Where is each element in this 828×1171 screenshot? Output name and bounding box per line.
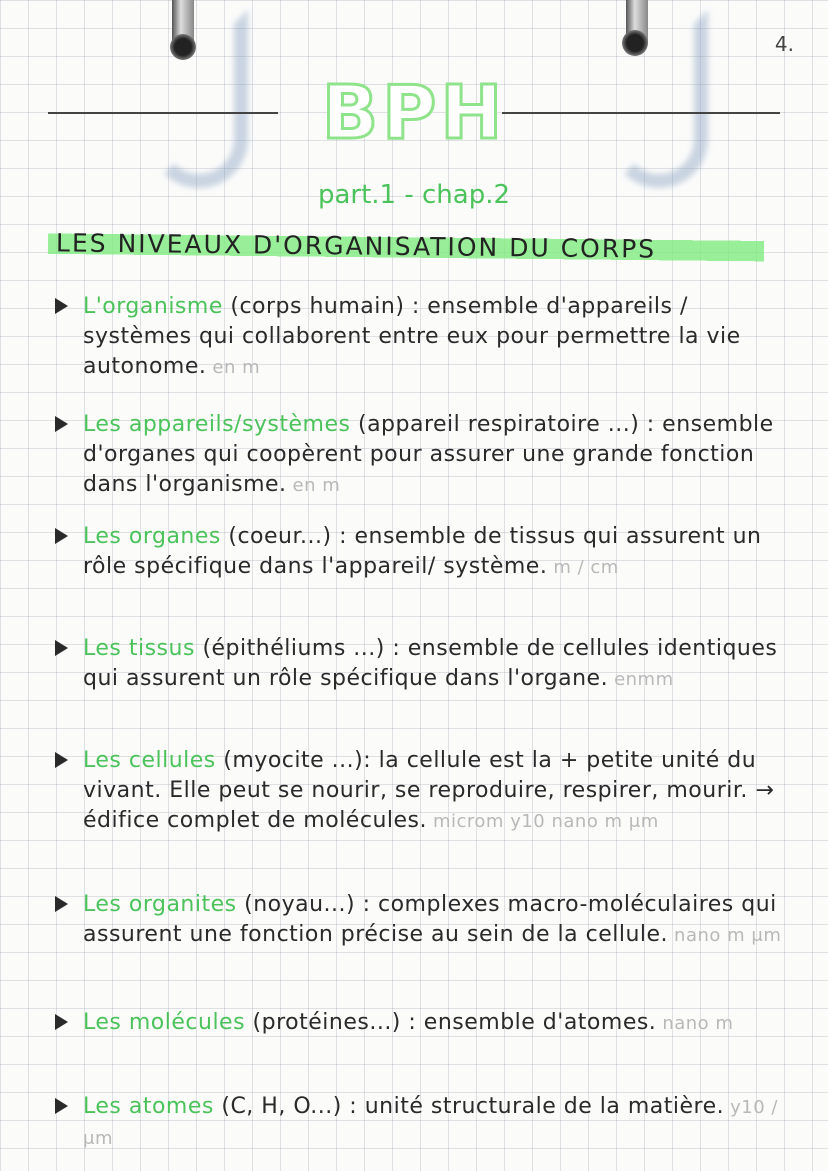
item-text: (myocite ...): la cellule est la + petite unité du vivant. Elle peut se nourir, se reproduire, respirer, mourir. → édifice complet de molécules. (83, 748, 775, 833)
list-item-atomes (55, 1092, 785, 1154)
item-text: (corps humain) : ensemble d'appareils / systèmes qui collaborent entre eux pour permettre la vie autonome. (83, 294, 741, 379)
item-text: (épithéliums ...) : ensemble de cellules identiques qui assurent un rôle spécifique dans l'organe. (83, 636, 778, 691)
item-text: (C, H, O...) : unité structurale de la matière. (221, 1094, 725, 1119)
arrow-bullet-icon (55, 528, 68, 544)
item-note: m / cm (553, 557, 619, 578)
arrow-bullet-icon (55, 752, 68, 768)
item-note: microm y10 nano m μm (432, 811, 659, 832)
item-term: Les atomes (83, 1094, 214, 1119)
list-item-appareils (55, 410, 785, 501)
arrow-bullet-icon (55, 640, 68, 656)
item-note: enmm (614, 669, 674, 690)
list-item-molecules (55, 1008, 785, 1039)
arrow-bullet-icon (55, 1014, 68, 1030)
list-item-organes (55, 522, 785, 583)
item-term: Les organes (83, 524, 221, 549)
section-heading: LES NIVEAUX D'ORGANISATION DU CORPS (48, 224, 764, 268)
page-number: 4. (774, 32, 794, 56)
item-term: Les tissus (83, 636, 195, 661)
arrow-bullet-icon (55, 896, 68, 912)
item-note: en m (292, 475, 341, 496)
item-note: nano m μm (674, 925, 782, 946)
item-text: (noyau...) : complexes macro-moléculaires qui assurent une fonction précise au sein de la cellule. (83, 892, 777, 947)
item-text: (coeur...) : ensemble de tissus qui assurent un rôle spécifique dans l'appareil/ système. (83, 524, 762, 579)
page-title: BPH (321, 70, 507, 156)
arrow-bullet-icon (55, 416, 68, 432)
item-text: (protéines...) : ensemble d'atomes. (252, 1010, 657, 1035)
list-item-tissus (55, 634, 785, 695)
list-item-organisme (55, 292, 785, 383)
item-note: y10 / μm (83, 1097, 778, 1149)
binder-hole-left (170, 34, 196, 60)
item-term: L'organisme (83, 294, 223, 319)
arrow-bullet-icon (55, 1098, 68, 1114)
item-note: nano m (662, 1013, 734, 1034)
item-term: Les appareils/systèmes (83, 412, 351, 437)
item-term: Les molécules (83, 1010, 246, 1035)
item-term: Les cellules (83, 748, 216, 773)
item-text: (appareil respiratoire ...) : ensemble d'organes qui coopèrent pour assurer une grande fonction dans l'organisme. (83, 412, 774, 497)
binder-hole-right (622, 30, 648, 56)
list-item-organites (55, 890, 785, 951)
item-term: Les organites (83, 892, 237, 917)
item-note: en m (212, 357, 261, 378)
arrow-bullet-icon (55, 298, 68, 314)
list-item-cellules (55, 746, 785, 837)
chapter-subtitle: part.1 - chap.2 (317, 180, 511, 210)
